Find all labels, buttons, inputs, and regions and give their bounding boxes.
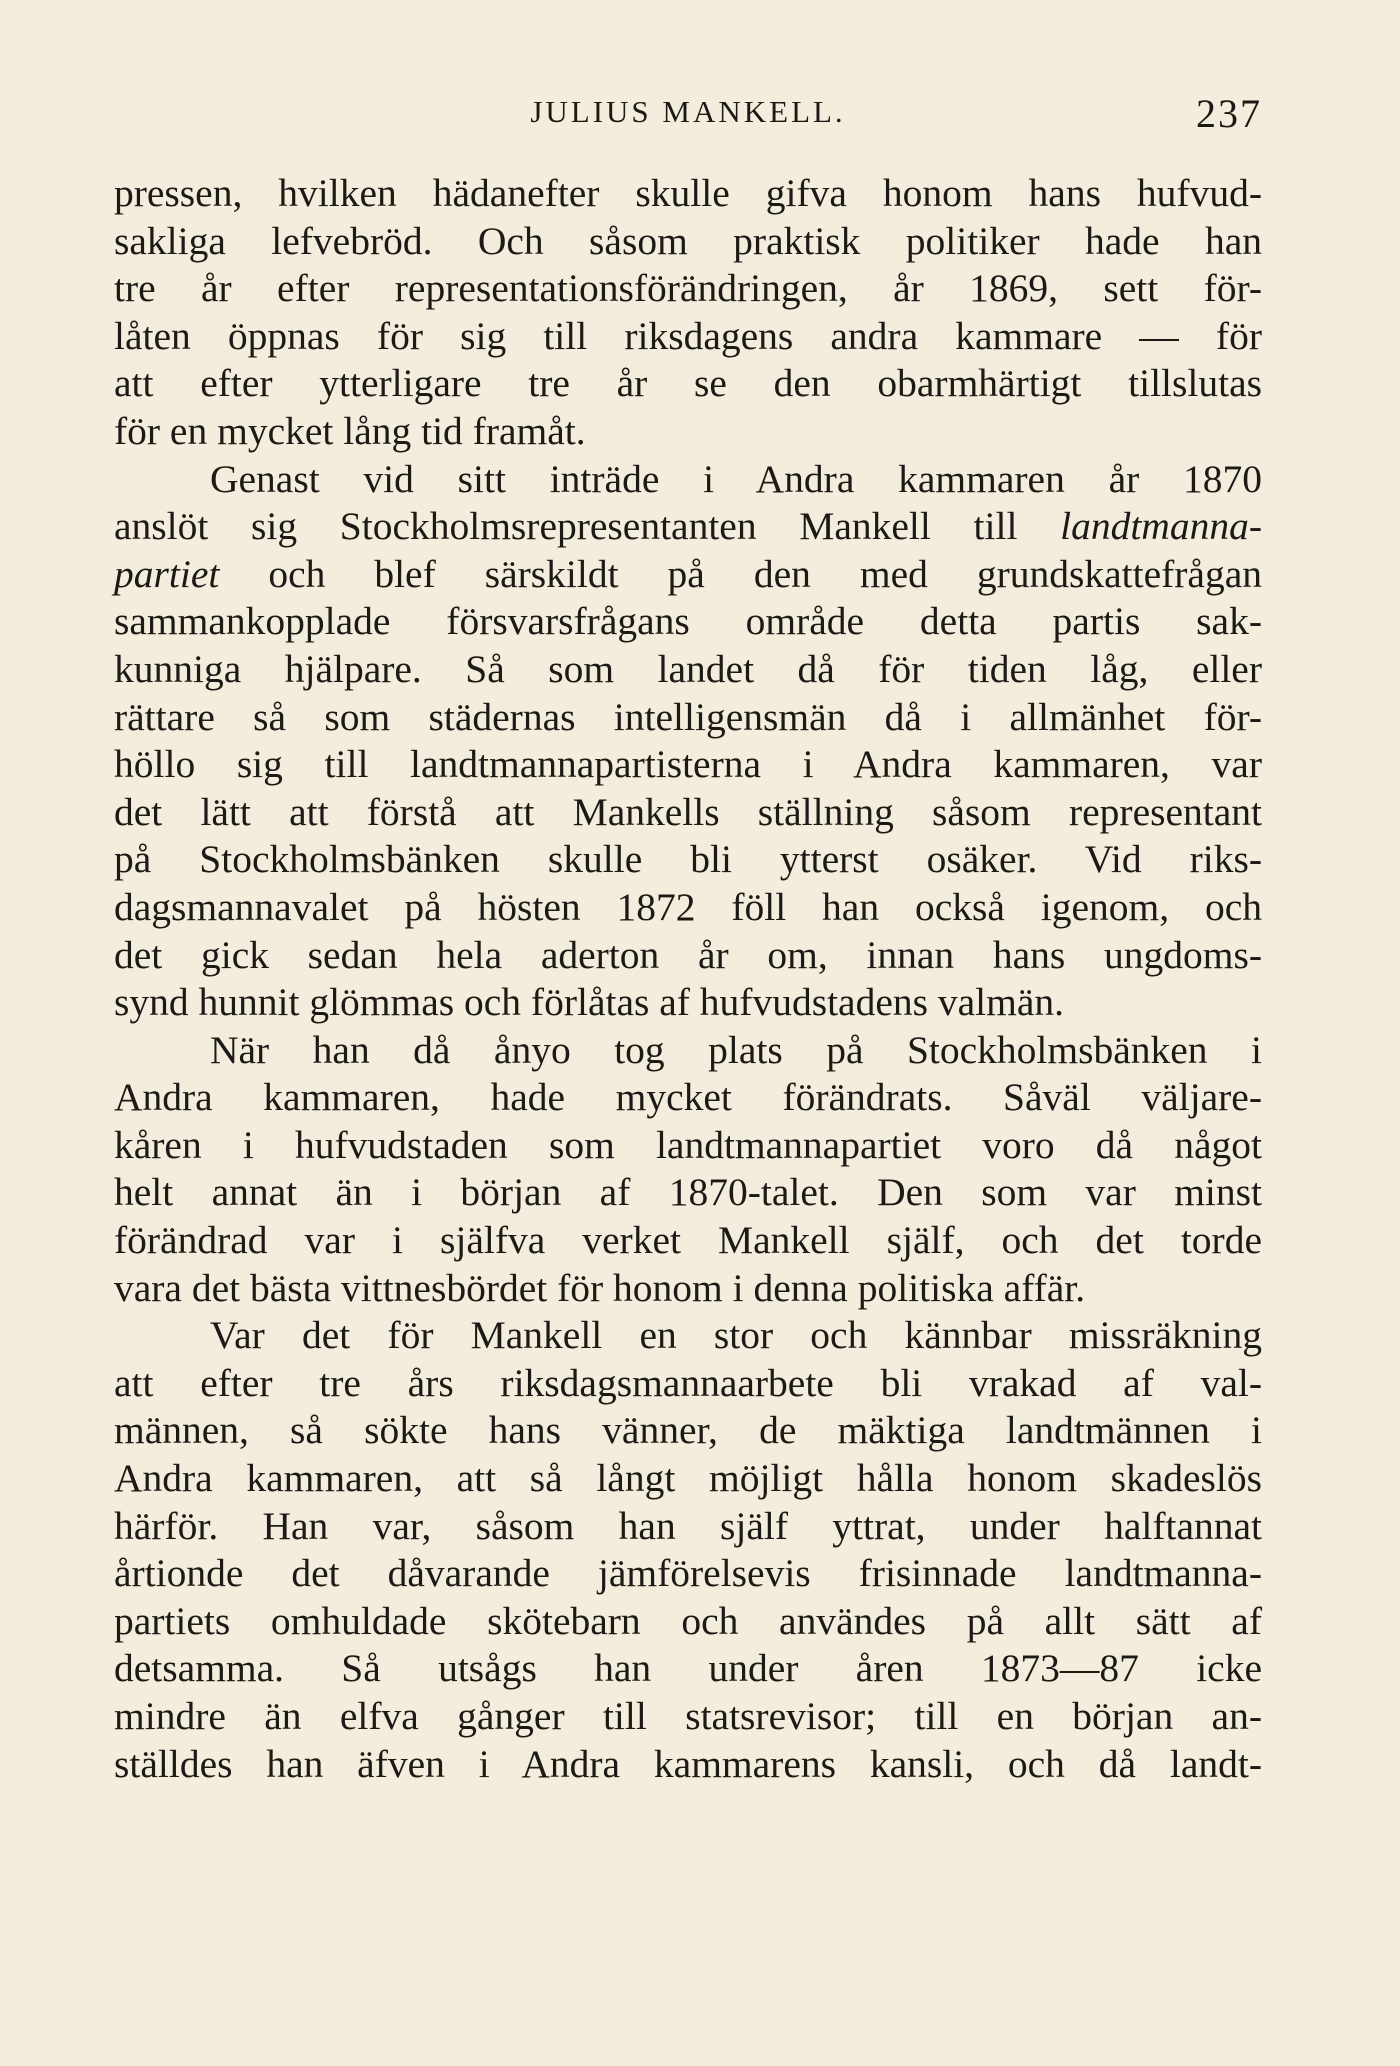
text-line: höllo sig till landtmannapartisterna i Andra kammaren, var bbox=[114, 742, 1262, 787]
text-line: När han då ånyo tog plats på Stockholmsbänken i bbox=[210, 1027, 1262, 1072]
text-line: på Stockholmsbänken skulle bli ytterst osäker. Vid riks- bbox=[114, 837, 1262, 882]
text-line: Genast vid sitt inträde i Andra kammaren år 1870 bbox=[210, 456, 1262, 501]
text-line: för en mycket lång tid framåt. bbox=[114, 408, 586, 453]
text-line: partiets omhuldade skötebarn och användes på allt sätt af bbox=[114, 1598, 1262, 1643]
text-line: låten öppnas för sig till riksdagens andra kammare — för bbox=[114, 313, 1262, 358]
text-line: synd hunnit glömmas och förlåtas af hufvudstadens valmän. bbox=[114, 980, 1065, 1025]
text-line: detsamma. Så utsågs han under åren 1873—87 icke bbox=[114, 1646, 1262, 1691]
text-line: att efter tre års riksdagsmannaarbete bli vrakad af val- bbox=[114, 1360, 1262, 1405]
text-line: kunniga hjälpare. Så som landet då för tiden låg, eller bbox=[114, 646, 1262, 691]
text-line: kåren i hufvudstaden som landtmannapartiet voro då något bbox=[114, 1122, 1262, 1167]
text-line: männen, så sökte hans vänner, de mäktiga landtmännen i bbox=[114, 1408, 1262, 1453]
italic-term: landtmanna- bbox=[1060, 504, 1262, 549]
text-line: det lätt att förstå att Mankells ställning såsom representant bbox=[114, 789, 1262, 834]
text-segment: anslöt sig Stockholmsrepresentanten Mankell till bbox=[114, 504, 1061, 549]
text-line: Var det för Mankell en stor och kännbar missräkning bbox=[210, 1313, 1262, 1358]
text-line bbox=[114, 551, 1262, 599]
text-line: förändrad var i själfva verket Mankell själf, och det torde bbox=[114, 1218, 1262, 1263]
text-line: mindre än elfva gånger till statsrevisor; till en början an- bbox=[114, 1694, 1262, 1738]
text-line: ställdes han äfven i Andra kammarens kansli, och då landt- bbox=[114, 1741, 1262, 1786]
text-line: härför. Han var, såsom han själf yttrat, under halftannat bbox=[114, 1503, 1262, 1548]
text-line bbox=[114, 503, 1262, 551]
text-line: att efter ytterligare tre år se den obarmhärtigt tillslutas bbox=[114, 361, 1262, 406]
text-line: vara det bästa vittnesbördet för honom i denna politiska affär. bbox=[114, 1265, 1086, 1310]
italic-term: partiet bbox=[114, 551, 220, 596]
text-line: årtionde det dåvarande jämförelsevis frisinnade landtmanna- bbox=[114, 1551, 1262, 1596]
running-title: JULIUS MANKELL. bbox=[530, 94, 846, 129]
text-line: Andra kammaren, att så långt möjligt hålla honom skadeslös bbox=[114, 1456, 1262, 1501]
text-line: dagsmannavalet på hösten 1872 föll han också igenom, och bbox=[114, 884, 1262, 929]
text-line: pressen, hvilken hädanefter skulle gifva honom hans hufvud- bbox=[114, 171, 1262, 215]
text-line: sammankopplade försvarsfrågans område detta partis sak- bbox=[114, 599, 1262, 644]
text-segment: och blef särskildt på den med grundskattefrågan bbox=[219, 551, 1262, 596]
text-line: Andra kammaren, hade mycket förändrats. Såväl väljare- bbox=[114, 1075, 1262, 1120]
body-text bbox=[114, 170, 1262, 1788]
text-line: tre år efter representationsförändringen, år 1869, sett för- bbox=[114, 266, 1262, 311]
text-line: sakliga lefvebröd. Och såsom praktisk politiker hade han bbox=[114, 218, 1262, 263]
running-header bbox=[114, 91, 1262, 136]
text-line: helt annat än i början af 1870-talet. Den som var minst bbox=[114, 1170, 1262, 1215]
text-line: det gick sedan hela aderton år om, innan hans ungdoms- bbox=[114, 932, 1262, 977]
text-line: rättare så som städernas intelligensmän då i allmänhet för- bbox=[114, 694, 1262, 739]
page-number: 237 bbox=[1196, 91, 1262, 136]
